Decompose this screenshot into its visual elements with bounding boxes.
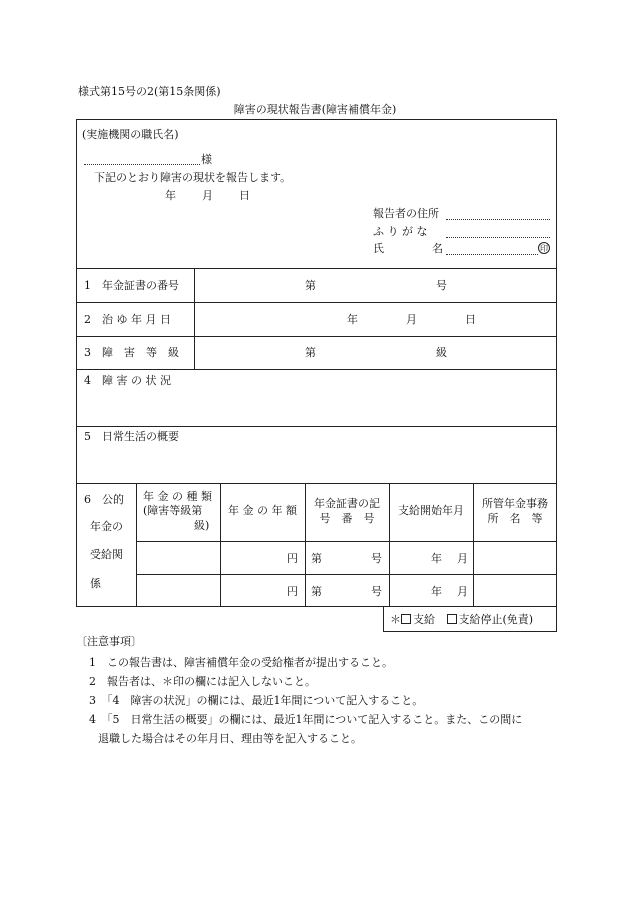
pension-label-3: 受給関 [90, 548, 123, 561]
note-2: 2 報告者は、＊印の欄には記入しないこと。 [89, 675, 316, 688]
col-type-3: 級) [194, 519, 210, 532]
divider [136, 574, 557, 575]
grade-dai: 第 [305, 346, 316, 359]
col-cert-1: 年金証書の記 [314, 497, 380, 510]
pension-cert-go: 号 [436, 279, 447, 292]
page-title: 障害の現状報告書(障害補償年金) [233, 103, 397, 116]
divider [76, 483, 557, 484]
amount-yen-2: 円 [287, 585, 298, 598]
status-stopped-label: 支給停止(免責) [458, 613, 534, 626]
start-year-1: 年 [431, 552, 442, 565]
checkbox-stopped[interactable] [447, 614, 457, 624]
cert-dai-1: 第 [311, 552, 322, 565]
col-office-2: 所 名 等 [487, 512, 543, 525]
note-1: 1 この報告書は、障害補償年金の受給権者が提出すること。 [89, 656, 393, 669]
divider [76, 268, 557, 269]
reporter-address-line[interactable] [446, 219, 550, 220]
date-year: 年 [165, 189, 176, 202]
date-day: 日 [239, 189, 250, 202]
grade-kyu: 級 [436, 346, 447, 359]
recovery-year: 年 [347, 313, 358, 326]
start-month-1: 月 [457, 552, 468, 565]
divider [136, 541, 557, 542]
col-start: 支給開始年月 [398, 504, 464, 517]
recovery-date-label: 2 治 ゆ 年 月 日 [84, 313, 171, 326]
cert-go-1: 号 [371, 552, 382, 565]
start-month-2: 月 [457, 585, 468, 598]
furigana-label: ふ り が な [373, 225, 428, 238]
institution-label: (実施機関の職氏名) [82, 128, 179, 141]
intro-text: 下記のとおり障害の現状を報告します。 [94, 171, 292, 184]
note-4b: 退職した場合はその年月日、理由等を記入すること。 [98, 732, 362, 745]
disability-grade-label: 3 障 害 等 級 [84, 346, 179, 359]
col-type-2: (障害等級第 [143, 504, 203, 517]
status-paid-label: 支給 [413, 613, 435, 626]
asterisk-mark: ＊ [390, 613, 401, 626]
furigana-line[interactable] [446, 237, 550, 238]
divider [389, 483, 390, 607]
seal-mark: 印 [540, 244, 548, 253]
date-month: 月 [202, 189, 213, 202]
honorific: 様 [201, 153, 212, 166]
pension-label-4: 係 [90, 577, 101, 590]
divider [136, 483, 137, 607]
disability-status-label: 4 障 害 の 状 況 [84, 374, 171, 387]
recovery-day: 日 [465, 313, 476, 326]
name-line[interactable] [446, 254, 538, 255]
status-row [390, 614, 533, 625]
divider [76, 426, 557, 427]
institution-name-line[interactable] [84, 164, 200, 165]
form-frame [76, 119, 557, 607]
amount-yen-1: 円 [287, 552, 298, 565]
divider [76, 302, 557, 303]
pension-label-1: 6 公的 [84, 493, 124, 506]
divider [194, 268, 195, 369]
pension-cert-dai: 第 [305, 279, 316, 292]
name-label-2: 名 [432, 242, 443, 255]
name-label-1: 氏 [373, 242, 384, 255]
daily-life-label: 5 日常生活の概要 [84, 430, 179, 443]
cert-dai-2: 第 [311, 585, 322, 598]
col-office-1: 所管年金事務 [482, 497, 548, 510]
col-cert-2: 号 番 号 [319, 512, 375, 525]
reporter-address-label: 報告者の住所 [373, 207, 439, 220]
note-3: 3 「4 障害の状況」の欄には、最近1年間について記入すること。 [89, 694, 424, 707]
start-year-2: 年 [431, 585, 442, 598]
recovery-month: 月 [406, 313, 417, 326]
divider [220, 483, 221, 607]
checkbox-paid[interactable] [401, 614, 411, 624]
pension-cert-label: 1 年金証書の番号 [84, 279, 179, 292]
cert-go-2: 号 [371, 585, 382, 598]
pension-label-2: 年金の [90, 520, 123, 533]
col-type-1: 年 金 の 種 類 [143, 490, 212, 503]
divider [76, 336, 557, 337]
note-4a: 4 「5 日常生活の概要」の欄には、最近1年間について記入すること。また、この間に [89, 713, 523, 726]
notes-heading: 〔注意事項〕 [76, 635, 142, 648]
col-amount: 年 金 の 年 額 [228, 504, 297, 517]
divider [76, 369, 557, 370]
form-number: 様式第15号の2(第15条関係) [78, 85, 221, 98]
